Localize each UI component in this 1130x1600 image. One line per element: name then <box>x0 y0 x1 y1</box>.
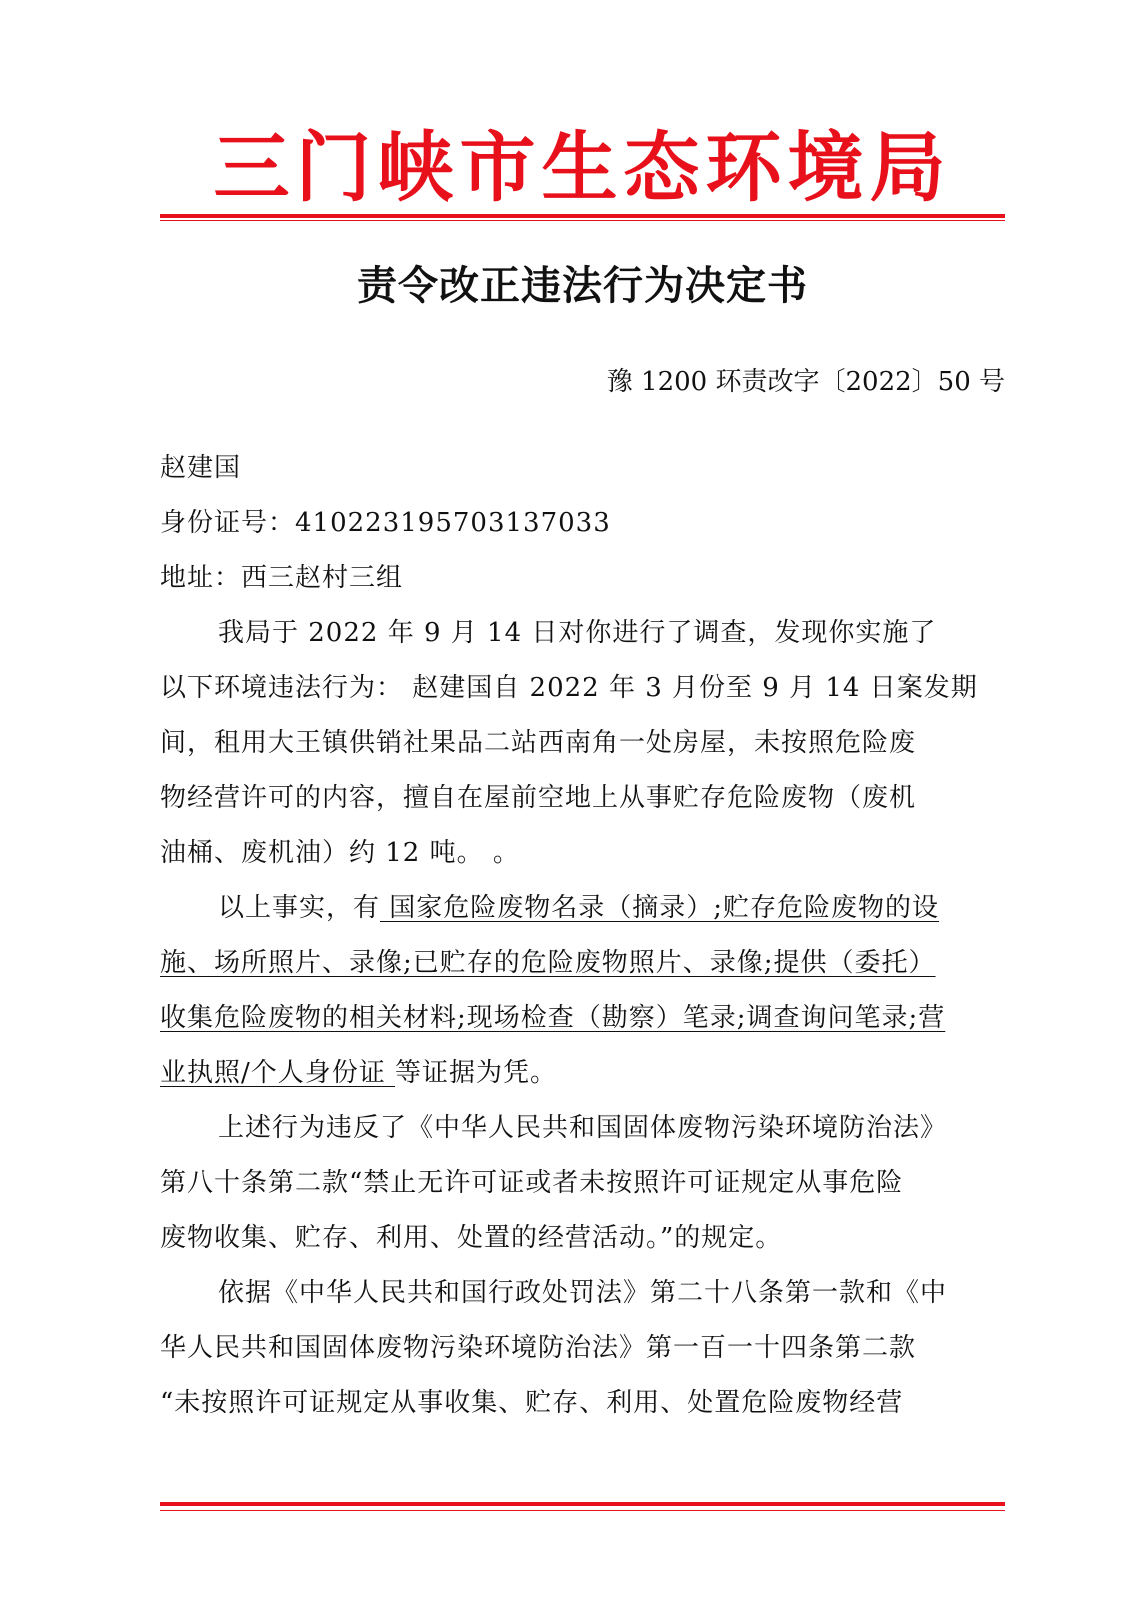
paragraph1-line: 物经营许可的内容，擅自在屋前空地上从事贮存危险废物（废机 <box>160 783 917 813</box>
party-name: 赵建国 <box>160 453 242 483</box>
paragraph1-line: 油桶、废机油）约 12 吨。 。 <box>160 838 520 868</box>
document-title: 责令改正违法行为决定书 <box>357 262 808 309</box>
evidence-list-underlined: 业执照/个人身份证 <box>160 1058 396 1088</box>
paragraph1-line: 我局于 2022 年 9 月 14 日对你进行了调查，发现你实施了 <box>218 618 937 648</box>
paragraph4-line: “未按照许可证规定从事收集、贮存、利用、处置危险废物经营 <box>160 1388 904 1418</box>
evidence-line <box>218 888 939 928</box>
evidence-line <box>160 998 945 1038</box>
paragraph3-line: 第八十条第二款“禁止无许可证或者未按照许可证规定从事危险 <box>160 1168 904 1198</box>
footer-red-rule-thick <box>160 1502 1005 1506</box>
evidence-line <box>160 1053 557 1093</box>
evidence-prefix: 以上事实，有 <box>218 893 381 923</box>
paragraph3-line: 废物收集、贮存、利用、处置的经营活动。”的规定。 <box>160 1223 783 1253</box>
paragraph4-line: 华人民共和国固体废物污染环境防治法》第一百一十四条第二款 <box>160 1333 917 1363</box>
evidence-list-underlined: 施、场所照片、录像;已贮存的危险废物照片、录像;提供（委托） <box>160 948 936 978</box>
paragraph1-line: 以下环境违法行为： 赵建国自 2022 年 3 月份至 9 月 14 日案发期 <box>160 673 978 703</box>
paragraph1-line: 间，租用大王镇供销社果品二站西南角一处房屋，未按照危险废 <box>160 728 917 758</box>
header-red-rule-thin <box>160 220 1005 221</box>
footer-red-rule-thin <box>160 1510 1005 1511</box>
party-address-line: 地址：西三赵村三组 <box>160 563 404 593</box>
paragraph4-line: 依据《中华人民共和国行政处罚法》第二十八条第一款和《中 <box>218 1278 948 1308</box>
evidence-list-underlined: 国家危险废物名录（摘录）;贮存危险废物的设 <box>380 893 940 923</box>
header-red-rule-thick <box>160 214 1005 218</box>
evidence-list-underlined: 收集危险废物的相关材料;现场检查（勘察）笔录;调查询问笔录;营 <box>160 1003 946 1033</box>
paragraph3-line: 上述行为违反了《中华人民共和国固体废物污染环境防治法》 <box>218 1113 948 1143</box>
evidence-line <box>160 943 936 983</box>
evidence-suffix: 等证据为凭。 <box>395 1058 558 1088</box>
party-id-line: 身份证号：410223195703137033 <box>160 508 611 538</box>
document-number: 豫 1200 环责改字〔2022〕50 号 <box>606 367 1005 397</box>
agency-masthead: 三门峡市生态环境局 <box>213 123 952 212</box>
